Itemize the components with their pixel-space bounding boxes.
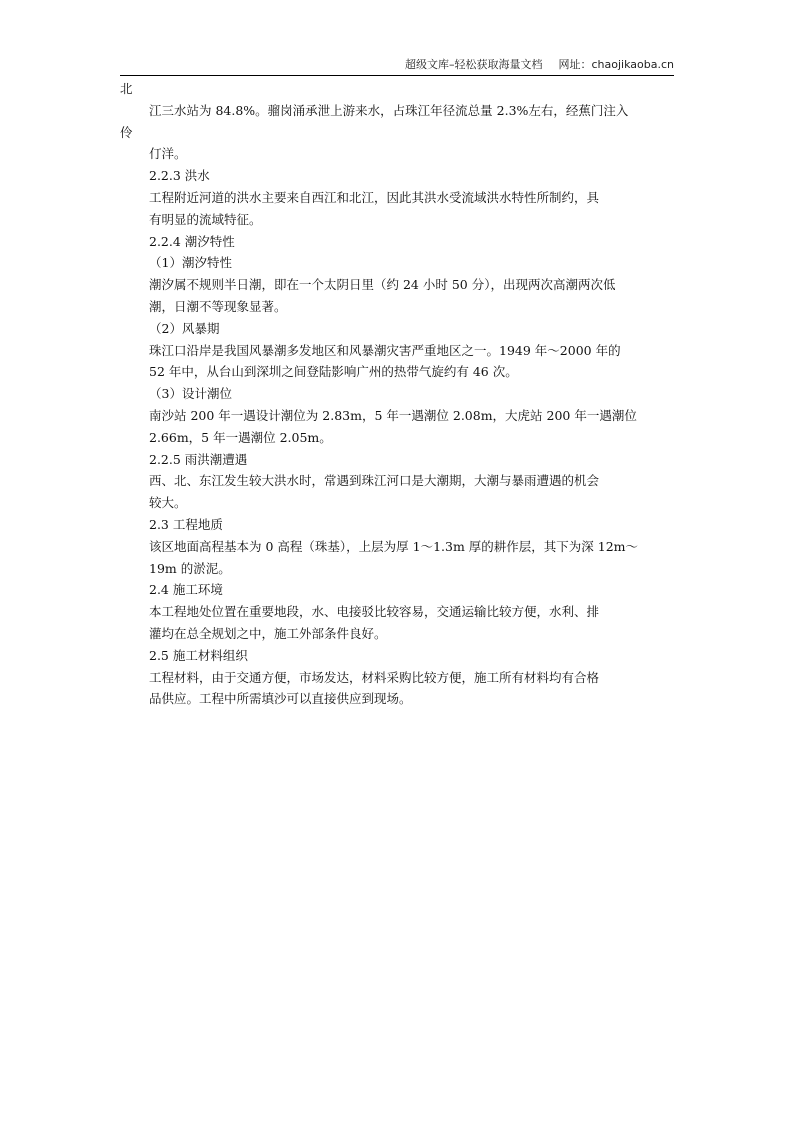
text-line: 工程材料，由于交通方便，市场发达，材料采购比较方便，施工所有材料均有合格 xyxy=(149,669,600,685)
text-line: 19m 的淤泥。 xyxy=(149,560,231,576)
text-line: 仃洋。 xyxy=(149,146,187,162)
text-line: 潮汐属不规则半日潮，即在一个太阴日里（约 24 小时 50 分），出现两次高潮两次低 xyxy=(149,277,616,293)
text-line: 2.3 工程地质 xyxy=(149,516,223,532)
header-url-text: 网址：chaojikaoba.cn xyxy=(558,58,674,71)
text-line: 南沙站 200 年一遇设计潮位为 2.83m，5 年一遇潮位 2.08m，大虎站 200 年一遇潮位 xyxy=(149,407,637,423)
text-line: 西、北、东江发生较大洪水时，常遇到珠江河口是大潮期，大潮与暴雨遭遇的机会 xyxy=(149,473,600,489)
text-line: 本工程地处位置在重要地段，水、电接驳比较容易，交通运输比较方便，水利、排 xyxy=(149,604,600,620)
header-site-text: 超级文库–轻松获取海量文档 xyxy=(405,58,543,71)
text-line: （1）潮汐特性 xyxy=(149,255,232,271)
text-line: 工程附近河道的洪水主要来自西江和北江，因此其洪水受流域洪水特性所制约，具 xyxy=(149,189,600,205)
document-body xyxy=(120,78,676,710)
text-line: 潮，日潮不等现象显著。 xyxy=(149,298,287,314)
text-line: 2.66m，5 年一遇潮位 2.05m。 xyxy=(149,429,332,445)
text-line: 2.5 施工材料组织 xyxy=(149,647,248,663)
text-line: 江三水站为 84.8%。骝岗涌承泄上游来水，占珠江年径流总量 2.3%左右，经蕉门注入 xyxy=(149,102,629,118)
text-line: 较大。 xyxy=(149,495,187,511)
text-line: 2.4 施工环境 xyxy=(149,582,223,598)
header-rule xyxy=(120,75,674,76)
text-line: 北 xyxy=(120,81,133,96)
text-line: 2.2.5 雨洪潮遭遇 xyxy=(149,451,248,467)
text-line: （2）风暴期 xyxy=(149,320,220,336)
page-header xyxy=(120,56,674,74)
text-line: 珠江口沿岸是我国风暴潮多发地区和风暴潮灾害严重地区之一。1949 年～2000 年的 xyxy=(149,342,621,358)
text-line: 有明显的流域特征。 xyxy=(149,211,262,227)
text-line: （3）设计潮位 xyxy=(149,386,232,402)
text-line: 2.2.3 洪水 xyxy=(149,168,210,184)
text-line: 灌均在总全规划之中，施工外部条件良好。 xyxy=(149,625,387,641)
text-line: 品供应。工程中所需填沙可以直接供应到现场。 xyxy=(149,691,412,707)
text-line: 伶 xyxy=(120,124,133,140)
text-line: 52 年中，从台山到深圳之间登陆影响广州的热带气旋约有 46 次。 xyxy=(149,364,518,380)
text-line: 该区地面高程基本为 0 高程（珠基），上层为厚 1～1.3m 厚的耕作层，其下为深 12m～ xyxy=(149,538,639,554)
text-line: 2.2.4 潮汐特性 xyxy=(149,233,235,249)
